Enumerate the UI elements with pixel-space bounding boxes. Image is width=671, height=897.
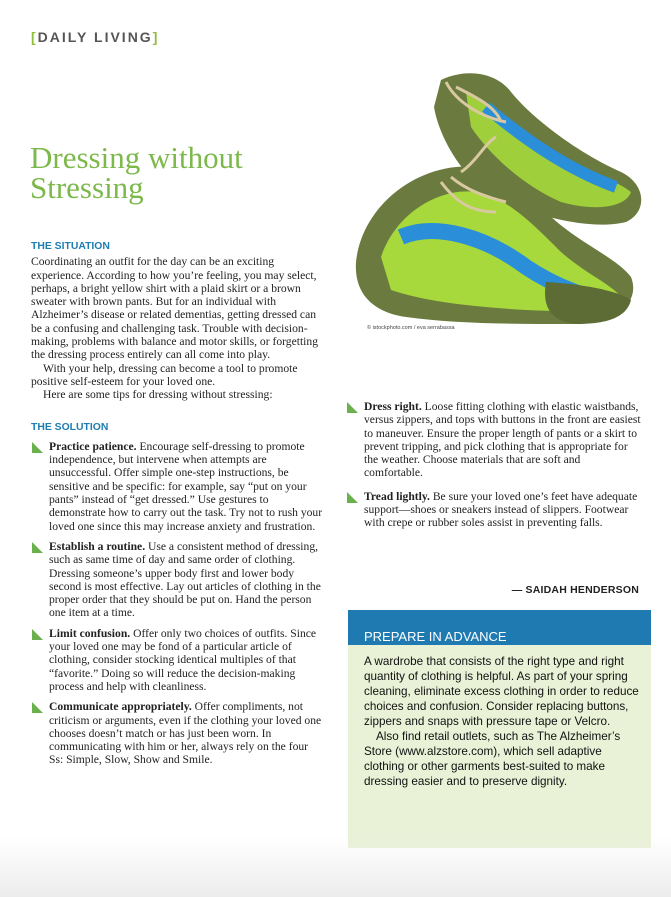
sidebar-paragraph-1: A wardrobe that consists of the right type and right quantity of clothing is helpful. As part of your spring cleaning, eliminate excess clothing in order to reduce choices and confusion. Consider replacing buttons, zippers and snaps with pressure tape or Velcro. bbox=[364, 655, 639, 728]
situation-paragraph-2: With your help, dressing can become a tool to promote positive self-esteem for your loved one. bbox=[31, 361, 298, 388]
page-bottom-fade bbox=[0, 837, 671, 897]
sidebar-heading: PREPARE IN ADVANCE bbox=[348, 610, 651, 645]
page-title: Dressing without Stressing bbox=[30, 140, 243, 205]
situation-paragraph-3: Here are some tips for dressing without stressing: bbox=[43, 388, 273, 402]
right-column bbox=[346, 400, 642, 530]
tip-text: Be sure your loved one’s feet have adequate support—shoes or sneakers instead of slippers. Footwear with crepe or rubber soles assist in preventing falls. bbox=[364, 489, 638, 530]
left-column bbox=[31, 240, 323, 767]
section-tag-label: DAILY LIVING bbox=[37, 29, 153, 45]
situation-heading: THE SITUATION bbox=[31, 241, 110, 252]
tip-tread-lightly bbox=[346, 490, 642, 530]
tip-text: Use a consistent method of dressing, such as same time of day and same order of clothing. Dressing someone’s upper body first and lower body second is most effective. Lay out articles of clothing in the proper order that they should be put on. Hand the person one item at a time. bbox=[49, 539, 321, 620]
tip-lead: Communicate appropriately. bbox=[49, 700, 192, 714]
situation-paragraph-1: Coordinating an outfit for the day can be an exciting experience. According to how you’re feeling, you may select, perhaps, a bright yellow shirt with a plaid skirt or a brown sweater with brown pants. But for an individual with Alzheimer’s disease or related dementias, getting dressed can be a confusing and challenging task. Trouble with decision-making, problems with balance and motor skills, or forgetting the dressing process entirely can all come into play. bbox=[31, 255, 319, 362]
sidebar-paragraph-2: Also find retail outlets, such as The Alzheimer’s Store (www.alzstore.com), which sell adaptive clothing or other garments best-suited to make dressing easier and to preserve dignity. bbox=[364, 730, 621, 788]
tip-lead: Dress right. bbox=[364, 400, 422, 413]
tip-practice-patience bbox=[31, 440, 323, 533]
tip-lead: Limit confusion. bbox=[49, 626, 131, 640]
tip-text: Loose fitting clothing with elastic waistbands, versus zippers, and tops with buttons in the front are easiest to maneuver. Ensure the proper length of pants or a skirt to prevent tripping, and pick clothing that is appropriate for the weather. Choose materials that are soft and comfortable. bbox=[364, 400, 641, 480]
photo-credit: © istockphoto.com / eva serrabassa bbox=[367, 325, 455, 331]
tip-bullet-icon bbox=[347, 402, 358, 413]
shoes-photo bbox=[346, 62, 651, 340]
tip-establish-routine bbox=[31, 540, 323, 620]
tip-lead: Tread lightly. bbox=[364, 489, 430, 503]
section-tag-open: [ bbox=[31, 29, 38, 45]
solution-heading: THE SOLUTION bbox=[31, 421, 109, 433]
section-tag-close: ] bbox=[152, 29, 160, 45]
tip-bullet-icon bbox=[32, 702, 43, 713]
tip-lead: Practice patience. bbox=[49, 439, 137, 453]
tip-text: Encourage self-dressing to promote independence, but intervene when attempts are unsuccessful. Offer simple one-step instructions, be sensitive and be specific: for example, say “put on your pants” instead of “get dressed.” Use gestures to demonstrate how to carry out the task. Try not to rush your loved one since this may increase anxiety and frustration. bbox=[49, 439, 323, 533]
tip-lead: Establish a routine. bbox=[49, 539, 146, 553]
tip-bullet-icon bbox=[347, 492, 358, 503]
tip-text: Offer only two choices of outfits. Since your loved one may be fond of a particular article of clothing, consider stocking identical multiples of that “favorite.” Doing so will reduce the decision-making process and help with cleanliness. bbox=[49, 626, 317, 693]
tip-bullet-icon bbox=[32, 442, 43, 453]
tip-text: Offer compliments, not criticism or arguments, even if the clothing your loved one chooses doesn’t match or has just been worn. In communicating with him or her, always rely on the four Ss: Simple, Slow, Show and Smile. bbox=[49, 700, 322, 767]
tip-communicate bbox=[31, 700, 323, 766]
tip-bullet-icon bbox=[32, 629, 43, 640]
section-tag bbox=[31, 29, 159, 45]
sidebar-body bbox=[348, 645, 651, 789]
tip-dress-right bbox=[346, 400, 642, 480]
tip-bullet-icon bbox=[32, 542, 43, 553]
prepare-sidebar bbox=[348, 610, 651, 848]
tip-limit-confusion bbox=[31, 627, 323, 693]
author-byline: — SAIDAH HENDERSON bbox=[511, 584, 639, 596]
